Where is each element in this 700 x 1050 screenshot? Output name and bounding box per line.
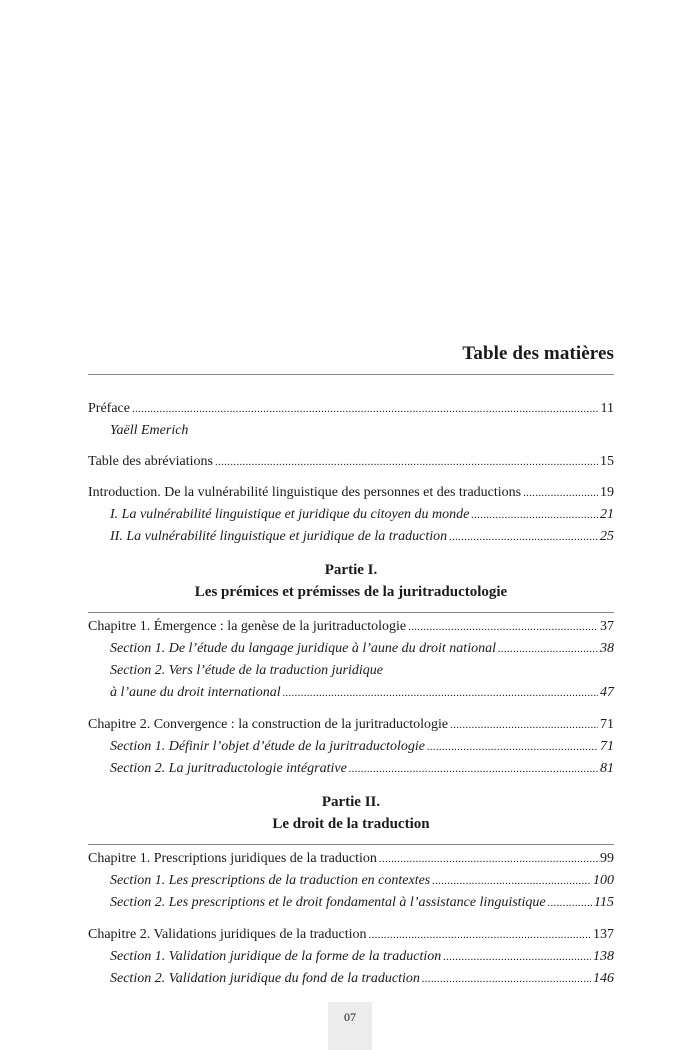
toc-page: 138 — [593, 949, 614, 964]
toc-entry-intro-section-2[interactable] — [88, 526, 614, 548]
toc-entry-introduction[interactable] — [88, 482, 614, 504]
toc-entry-part1-ch2-section-2[interactable] — [88, 758, 614, 780]
leader-dots — [450, 714, 598, 736]
table-of-contents — [88, 398, 614, 990]
leader-dots — [132, 398, 599, 420]
toc-label: Préface — [88, 401, 130, 416]
toc-page: 19 — [600, 485, 614, 500]
toc-page: 71 — [600, 739, 614, 754]
toc-page: 21 — [600, 507, 614, 522]
part-subtitle: Le droit de la traduction — [272, 816, 430, 832]
leader-dots — [427, 736, 598, 758]
toc-page: 47 — [600, 685, 614, 700]
page-title: Table des matières — [462, 343, 614, 364]
toc-page: 100 — [593, 873, 614, 888]
toc-entry-part2-ch2-section-2[interactable] — [88, 968, 614, 990]
leader-dots — [498, 638, 598, 660]
toc-page: 38 — [600, 641, 614, 656]
toc-page: 146 — [593, 971, 614, 986]
toc-entry-part2-ch1-section-1[interactable] — [88, 870, 614, 892]
toc-entry-part1-ch1-section-1[interactable] — [88, 638, 614, 660]
part-rule — [88, 844, 614, 845]
toc-label: Introduction. De la vulnérabilité linguistique des personnes et des traductions — [88, 485, 522, 500]
toc-label: I. La vulnérabilité linguistique et juridique du citoyen du monde — [110, 507, 470, 522]
toc-entry-part2-chapter-1[interactable] — [88, 848, 614, 870]
leader-dots — [471, 504, 598, 526]
page-number: 07 — [328, 1002, 372, 1050]
toc-page: 99 — [600, 851, 614, 866]
toc-page: 81 — [600, 761, 614, 776]
title-rule — [88, 374, 614, 375]
toc-label: Chapitre 1. Prescriptions juridiques de la traduction — [88, 851, 377, 866]
leader-dots — [449, 526, 598, 548]
toc-page: 37 — [600, 619, 614, 634]
leader-dots — [283, 682, 598, 704]
leader-dots — [369, 924, 591, 946]
part-rule — [88, 612, 614, 613]
toc-label: Chapitre 1. Émergence : la genèse de la juritraductologie — [88, 619, 407, 634]
toc-page: 71 — [600, 717, 614, 732]
toc-entry-preface[interactable] — [88, 398, 614, 420]
part-1-header — [88, 559, 614, 603]
toc-page: 15 — [600, 454, 614, 469]
leader-dots — [523, 482, 598, 504]
toc-label: Section 2. Les prescriptions et le droit fondamental à l’assistance linguistique — [110, 895, 546, 910]
leader-dots — [548, 892, 592, 914]
toc-label: Table des abréviations — [88, 454, 213, 469]
part-heading: Partie I. — [324, 562, 378, 578]
toc-label: à l’aune du droit international — [110, 685, 281, 700]
toc-label: Section 1. De l’étude du langage juridique à l’aune du droit national — [110, 641, 496, 656]
toc-entry-part2-chapter-2[interactable] — [88, 924, 614, 946]
part-heading: Partie II. — [321, 794, 381, 810]
leader-dots — [215, 451, 598, 473]
toc-label: Chapitre 2. Validations juridiques de la traduction — [88, 927, 367, 942]
toc-page: 11 — [600, 401, 614, 416]
toc-page: 115 — [594, 895, 614, 910]
toc-label: Section 1. Les prescriptions de la traduction en contextes — [110, 873, 431, 888]
toc-entry-part1-ch2-section-1[interactable] — [88, 736, 614, 758]
toc-label: Section 2. Validation juridique du fond de la traduction — [110, 971, 420, 986]
toc-entry-part1-chapter-1[interactable] — [88, 616, 614, 638]
toc-entry-part1-chapter-2[interactable] — [88, 714, 614, 736]
toc-page: 25 — [600, 529, 614, 544]
toc-entry-abbreviations[interactable] — [88, 451, 614, 473]
leader-dots — [379, 848, 598, 870]
leader-dots — [422, 968, 591, 990]
leader-dots — [443, 946, 591, 968]
toc-label: Section 2. La juritraductologie intégrative — [110, 761, 347, 776]
leader-dots — [349, 758, 598, 780]
leader-dots — [408, 616, 598, 638]
toc-entry-part1-ch1-section-2-line1[interactable]: Section 2. Vers l’étude de la traduction juridique — [110, 663, 383, 678]
toc-entry-part2-ch2-section-1[interactable] — [88, 946, 614, 968]
toc-label: II. La vulnérabilité linguistique et juridique de la traduction — [110, 529, 448, 544]
preface-author: Yaëll Emerich — [110, 423, 189, 438]
part-2-header — [88, 791, 614, 835]
toc-entry-intro-section-1[interactable] — [88, 504, 614, 526]
toc-entry-part1-ch1-section-2[interactable] — [88, 682, 614, 704]
toc-label: Section 1. Définir l’objet d’étude de la juritraductologie — [110, 739, 425, 754]
part-subtitle: Les prémices et prémisses de la juritraductologie — [194, 584, 508, 600]
toc-page: 137 — [593, 927, 614, 942]
toc-label: Chapitre 2. Convergence : la construction de la juritraductologie — [88, 717, 449, 732]
toc-entry-part2-ch1-section-2[interactable] — [88, 892, 614, 914]
toc-label: Section 1. Validation juridique de la forme de la traduction — [110, 949, 442, 964]
leader-dots — [432, 870, 591, 892]
